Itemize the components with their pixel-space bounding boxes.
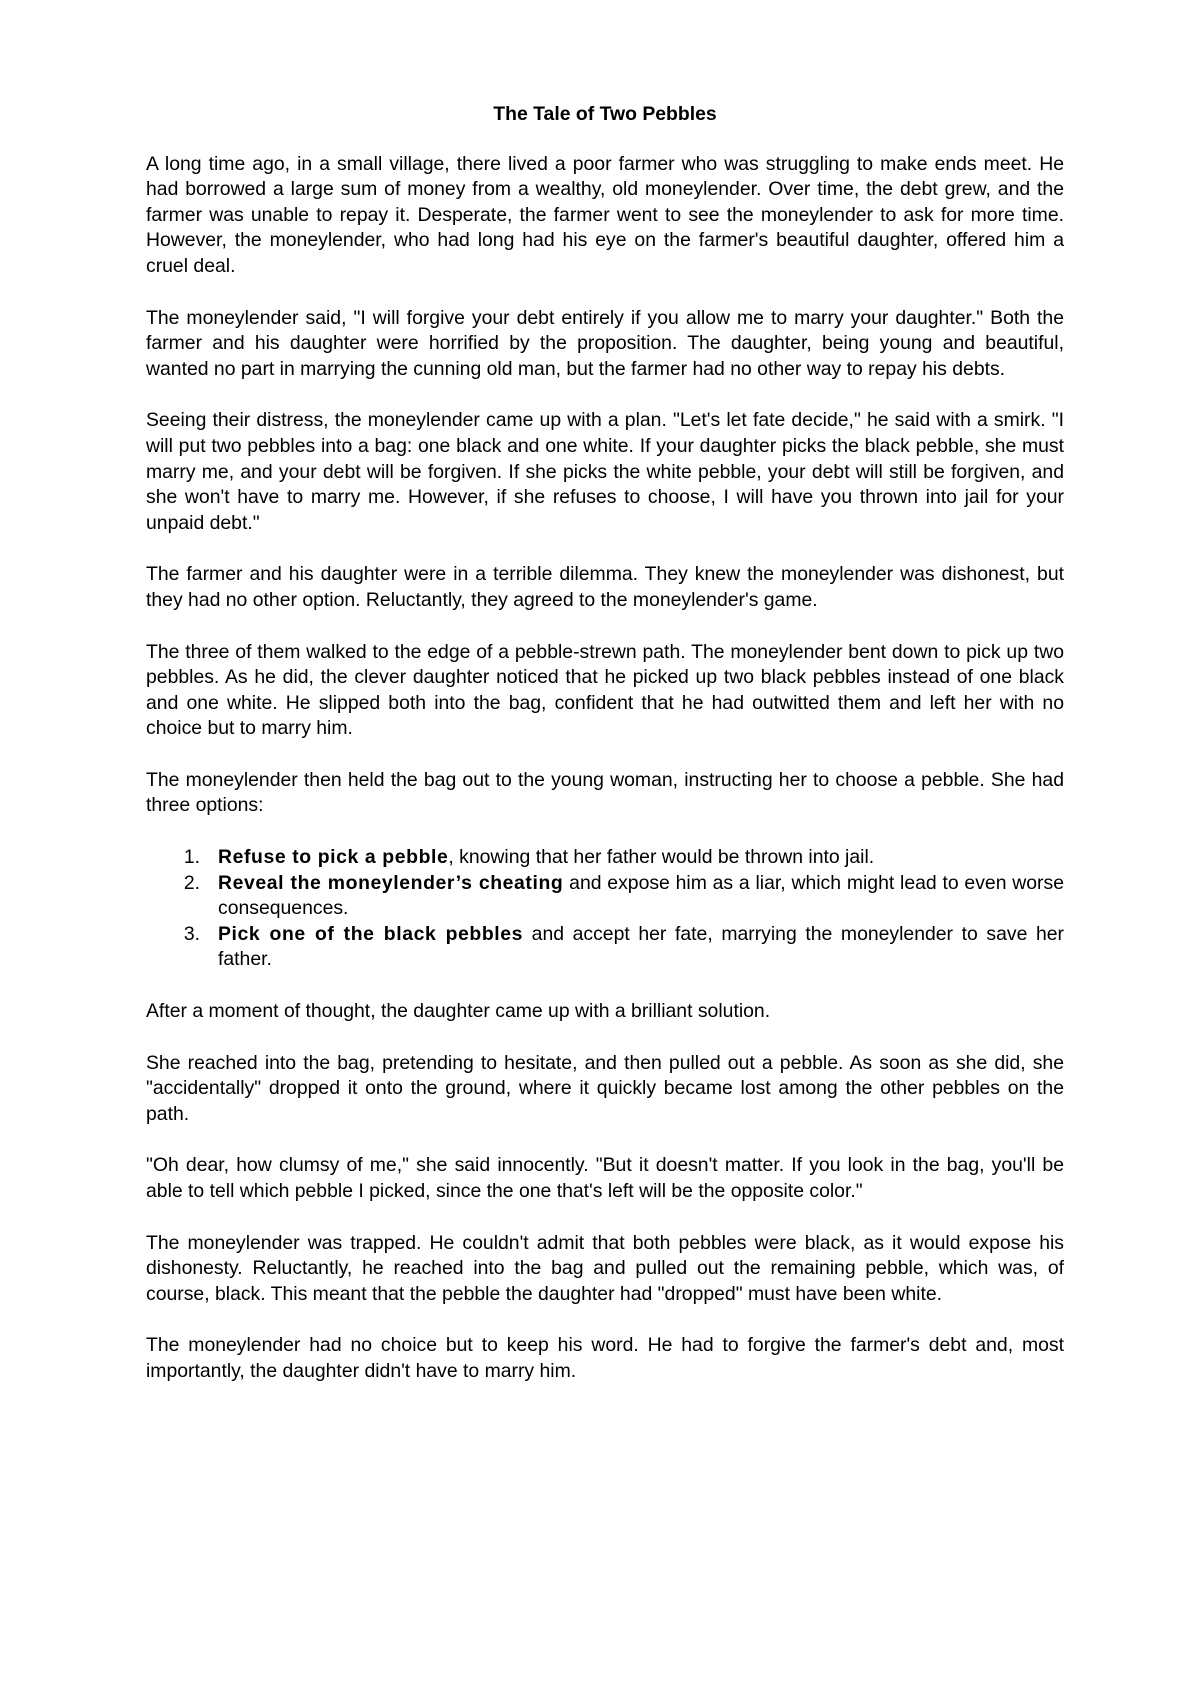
- paragraph: The moneylender had no choice but to keep his word. He had to forgive the farmer's debt and, most importantly, the daughter didn't have to marry him.: [146, 1334, 1064, 1382]
- list-item-bold: Pick one of the black pebbles: [218, 922, 524, 945]
- list-number: 3.: [183, 922, 200, 945]
- paragraph: The farmer and his daughter were in a terrible dilemma. They knew the moneylender was dishonest, but they had no other option. Reluctantly, they agreed to the moneylender's game.: [146, 563, 1064, 611]
- list-number: 2.: [183, 871, 200, 894]
- paragraph: The moneylender then held the bag out to the young woman, instructing her to choose a pebble. She had three options:: [146, 768, 1064, 817]
- paragraph: The moneylender said, "I will forgive your debt entirely if you allow me to marry your daughter." Both the farmer and his daughter were horrified by the proposition. The daughter, being young and beautiful, wanted no part in marrying the cunning old man, but the farmer had no other way to repay his debts.: [146, 306, 1064, 380]
- list-item: [146, 871, 1064, 922]
- list-item-text: [218, 845, 1064, 871]
- list-item-bold: Refuse to pick a pebble: [218, 846, 449, 869]
- paragraph: A long time ago, in a small village, there lived a poor farmer who was struggling to make ends meet. He had borrowed a large sum of money from a wealthy, old moneylender. Over time, the debt grew, and the farmer was unable to repay it. Desperate, the farmer went to see the moneylender to ask for more time. However, the moneylender, who had long had his eye on the farmer's beautiful daughter, offered him a cruel deal.: [146, 152, 1064, 277]
- list-item-text: [218, 922, 1064, 973]
- paragraph: She reached into the bag, pretending to hesitate, and then pulled out a pebble. As soon as she did, she "accidentally" dropped it onto the ground, where it quickly became lost among the other pebbles on the path.: [146, 1051, 1064, 1125]
- list-item-rest: and expose him as a liar, which might lead to even worse consequences.: [218, 871, 1064, 920]
- paragraph: Seeing their distress, the moneylender came up with a plan. "Let's let fate decide," he said with a smirk. "I will put two pebbles into a bag: one black and one white. If your daughter picks the black pebble, she must marry me, and your debt will be forgiven. If she picks the white pebble, your debt will still be forgiven, and she won't have to marry me. However, if she refuses to choose, I will have you thrown into jail for your unpaid debt.": [146, 409, 1064, 534]
- list-item-bold: Reveal the moneylender’s cheating: [218, 871, 564, 894]
- list-number: 1.: [183, 846, 200, 869]
- list-item-text: [218, 871, 1064, 922]
- paragraph: After a moment of thought, the daughter came up with a brilliant solution.: [146, 1000, 771, 1023]
- list-item: [146, 845, 1064, 871]
- list-item-rest: , knowing that her father would be thrown into jail.: [448, 846, 875, 869]
- paragraph: The three of them walked to the edge of a pebble-strewn path. The moneylender bent down to pick up two pebbles. As he did, the clever daughter noticed that he picked up two black pebbles instead of one black and one white. He slipped both into the bag, confident that he had outwitted them and left her with no choice but to marry him.: [146, 640, 1064, 740]
- list-item: [146, 922, 1064, 973]
- paragraph: "Oh dear, how clumsy of me," she said innocently. "But it doesn't matter. If you look in the bag, you'll be able to tell which pebble I picked, since the one that's left will be the opposite color.": [146, 1154, 1064, 1202]
- options-list: [146, 845, 1064, 973]
- list-item-rest: and accept her fate, marrying the moneylender to save her father.: [218, 922, 1064, 971]
- document-title: The Tale of Two Pebbles: [493, 103, 717, 125]
- paragraph: The moneylender was trapped. He couldn't admit that both pebbles were black, as it would expose his dishonesty. Reluctantly, he reached into the bag and pulled out the remaining pebble, which was, of course, black. This meant that the pebble the daughter had "dropped" must have been white.: [146, 1231, 1064, 1305]
